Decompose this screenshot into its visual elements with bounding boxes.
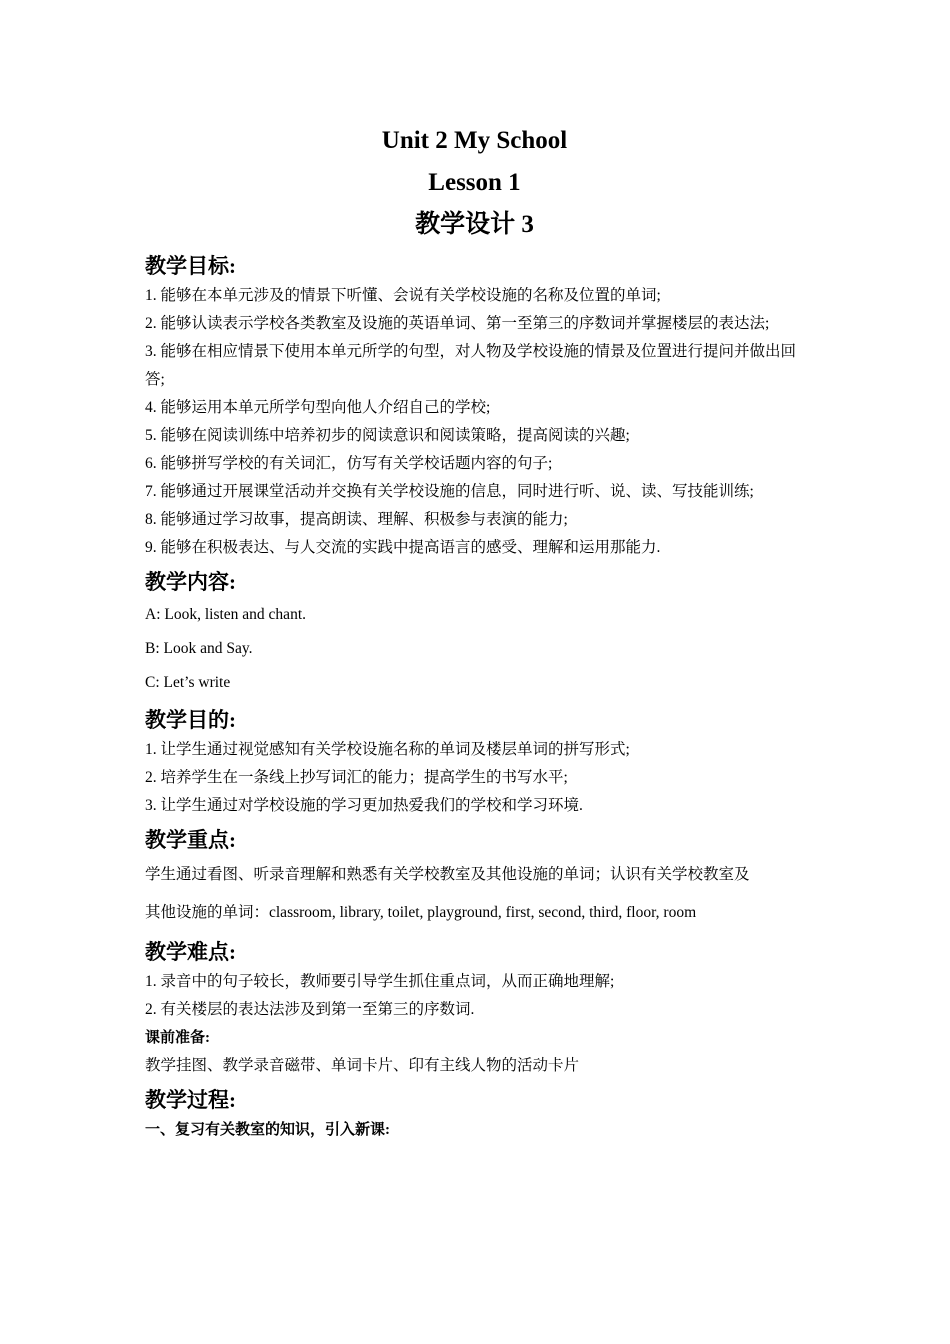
difficulty-item: 1. 录音中的句子较长，教师要引导学生抓住重点词，从而正确地理解; [145,973,615,990]
design-title: 教学设计 3 [415,211,534,238]
goal-item: 5. 能够在阅读训练中培养初步的阅读意识和阅读策略，提高阅读的兴趣; [145,427,630,444]
goal-item: 6. 能够拼写学校的有关词汇，仿写有关学校话题内容的句子; [145,455,553,472]
goal-item: 8. 能够通过学习故事，提高朗读、理解、积极参与表演的能力; [145,511,568,528]
goal-item: 7. 能够通过开展课堂活动并交换有关学校设施的信息，同时进行听、说、读、写技能训练; [145,483,754,500]
prep-heading: 课前准备: [145,1030,210,1046]
difficulties-heading: 教学难点: [145,940,236,964]
content-heading: 教学内容: [145,570,236,594]
purpose-item: 2. 培养学生在一条线上抄写词汇的能力；提高学生的书写水平; [145,769,568,786]
key-points-heading: 教学重点: [145,828,236,852]
goal-item: 2. 能够认读表示学校各类教室及设施的英语单词、第一至第三的序数词并掌握楼层的表达法; [145,315,770,332]
goals-heading: 教学目标: [145,254,236,278]
lesson-title: Lesson 1 [428,169,521,196]
key-points-text [145,856,804,932]
prep-text: 教学挂图、教学录音磁带、单词卡片、印有主线人物的活动卡片 [145,1057,580,1074]
process-heading: 教学过程: [145,1088,236,1112]
difficulty-item: 2. 有关楼层的表达法涉及到第一至第三的序数词. [145,1001,475,1018]
goal-item: 1. 能够在本单元涉及的情景下听懂、会说有关学校设施的名称及位置的单词; [145,287,661,304]
purpose-list [145,736,804,820]
purpose-item: 3. 让学生通过对学校设施的学习更加热爱我们的学校和学习环境. [145,797,583,814]
content-item: C: Let’s write [145,674,231,691]
goal-item: 3. 能够在相应情景下使用本单元所学的句型，对人物及学校设施的情景及位置进行提问并做出回答; [145,343,797,388]
goal-item: 4. 能够运用本单元所学句型向他人介绍自己的学校; [145,399,491,416]
difficulties-list [145,968,804,1024]
document-title: Unit 2 My School [381,127,568,154]
goal-item: 9. 能够在积极表达、与人交流的实践中提高语言的感受、理解和运用那能力. [145,539,661,556]
content-list [145,598,804,700]
content-item: B: Look and Say. [145,640,253,657]
purpose-item: 1. 让学生通过视觉感知有关学校设施名称的单词及楼层单词的拼写形式; [145,741,630,758]
content-item: A: Look, listen and chant. [145,606,306,623]
purpose-heading: 教学目的: [145,708,236,732]
process-step-1: 一、复习有关教室的知识，引入新课: [145,1122,390,1138]
goals-list [145,282,804,562]
key-points-line: 其他设施的单词：classroom, library, toilet, playground, first, second, third, floor, room [145,904,697,921]
key-points-line: 学生通过看图、听录音理解和熟悉有关学校教室及其他设施的单词；认识有关学校教室及 [145,866,750,883]
